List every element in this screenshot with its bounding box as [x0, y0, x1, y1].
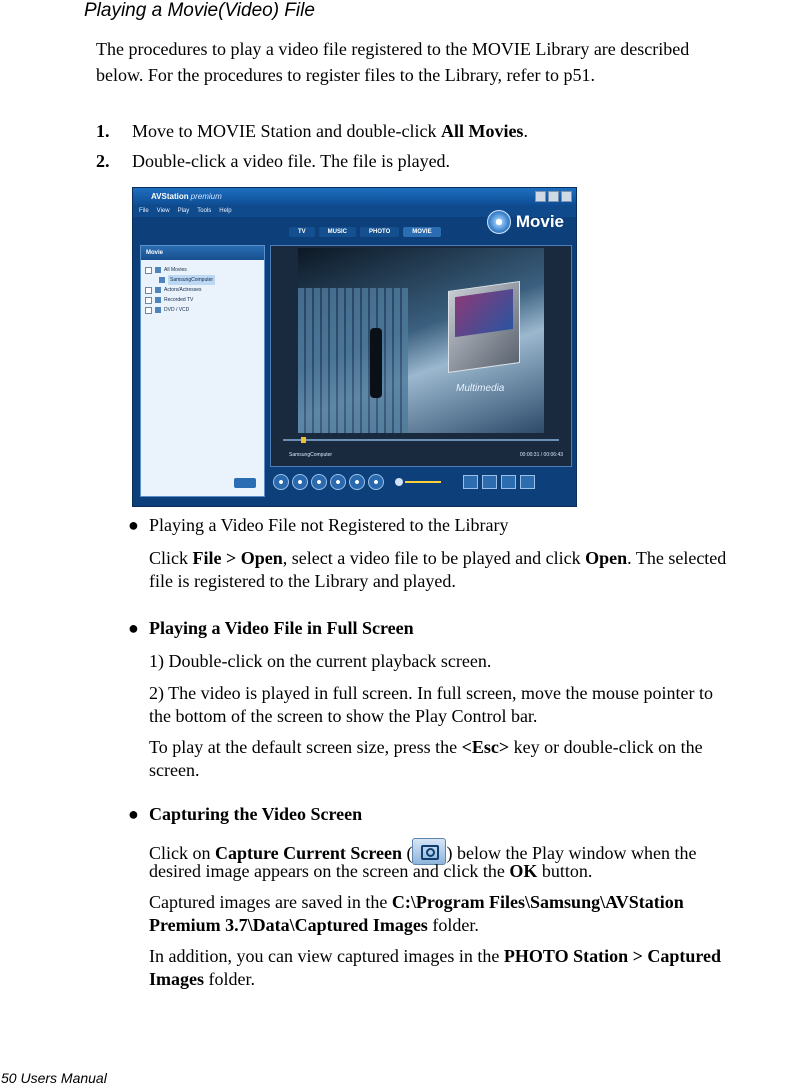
tree-item-actors — [145, 285, 260, 295]
video-frame — [298, 248, 544, 433]
menu-help: Help — [219, 208, 232, 214]
bullet-2-line-5: screen. — [149, 760, 200, 780]
intro-paragraph — [96, 36, 796, 88]
film-reel-icon — [487, 210, 511, 234]
expand-icon — [145, 267, 152, 274]
bullet-icon: ● — [128, 515, 139, 535]
bullet-3-line-6: Images folder. — [149, 969, 255, 989]
page-footer: 50 Users Manual — [1, 1070, 107, 1086]
intro-line-2: below. For the procedures to register files to the Library, refer to p51. — [96, 65, 595, 85]
bullet-icon: ● — [128, 804, 139, 824]
speaker-icon — [395, 478, 403, 486]
tv-icon — [155, 297, 161, 303]
volume-bar — [405, 481, 441, 483]
brand-label: Movie — [515, 212, 564, 231]
bullet-title: Playing a Video File not Registered to the Library — [149, 515, 509, 535]
subtitle-icon — [463, 475, 478, 489]
tree-label: Actors/Actresses — [164, 287, 202, 293]
bullet-1-line-2: file is registered to the Library and played. — [149, 571, 456, 591]
bullet-1-line-1: Click File > Open, select a video file to be played and click Open. The selected — [149, 548, 727, 568]
panel-title: Movie — [141, 246, 264, 260]
bullet-2-line-1: 1) Double-click on the current playback screen. — [149, 651, 492, 671]
laptop-screen — [455, 289, 513, 337]
expand-icon — [145, 287, 152, 294]
app-title-suffix: premium — [190, 192, 222, 201]
step-bold-text: All Movies — [440, 121, 524, 141]
step-number: 2. — [96, 151, 110, 171]
camera-icon — [520, 475, 535, 489]
section-heading: Playing a Movie(Video) File — [84, 0, 315, 21]
step-text-end: . — [523, 121, 528, 141]
tab-music: MUSIC — [319, 227, 356, 237]
video-watermark: Multimedia — [456, 383, 505, 394]
step-number: 1. — [96, 121, 110, 141]
maximize-icon — [548, 191, 559, 202]
volume-control — [395, 476, 443, 488]
tree-item-recorded-tv — [145, 295, 260, 305]
tree-item-samsungcomputer — [145, 275, 260, 285]
tab-photo: PHOTO — [360, 227, 399, 237]
bullet-3-line-5: In addition, you can view captured images in the PHOTO Station > Captured — [149, 946, 722, 966]
tree-item-all-movies — [145, 265, 260, 275]
library-tree — [141, 260, 264, 320]
pause-icon — [311, 474, 327, 490]
tab-tv: TV — [289, 227, 315, 237]
fast-forward-icon — [349, 474, 365, 490]
bullet-2-line-2: 2) The video is played in full screen. In full screen, move the mouse pointer to — [149, 683, 714, 703]
step-2 — [96, 151, 450, 172]
intro-line-1: The procedures to play a video file registered to the MOVIE Library are described — [96, 39, 690, 59]
video-laptop — [448, 281, 520, 373]
person-icon — [155, 287, 161, 293]
edit-icon — [482, 475, 497, 489]
bullet-2-line-4: To play at the default screen size, press the <Esc> key or double-click on the — [149, 737, 703, 757]
skip-back-icon — [273, 474, 289, 490]
tool-icons — [463, 475, 535, 489]
bullet-3-line-2: desired image appears on the screen and click the OK button. — [149, 861, 593, 881]
bullet-3-line-4: Premium 3.7\Data\Captured Images folder. — [149, 915, 479, 935]
video-building — [298, 288, 408, 433]
expand-icon — [145, 307, 152, 314]
settings-icon — [501, 475, 516, 489]
station-tabs — [289, 227, 441, 237]
window-buttons — [535, 191, 572, 202]
menu-file: File — [139, 208, 149, 214]
playback-time: 00:00:31 / 00:06:43 — [519, 452, 563, 458]
tree-label: DVD / VCD — [164, 307, 190, 313]
tree-label: All Movies — [164, 267, 187, 273]
close-icon — [561, 191, 572, 202]
bullet-icon: ● — [128, 618, 139, 638]
app-title: AVStation — [151, 192, 189, 201]
add-files-icon — [234, 478, 256, 488]
bullet-title: Playing a Video File in Full Screen — [149, 618, 414, 638]
app-titlebar — [133, 188, 576, 205]
play-controls — [273, 474, 384, 490]
tab-movie: MOVIE — [403, 227, 440, 237]
bullet-3-line-3: Captured images are saved in the C:\Program Files\Samsung\AVStation — [149, 892, 684, 912]
seek-knob — [301, 437, 306, 443]
bullet-2-line-3: the bottom of the screen to show the Play Control bar. — [149, 706, 538, 726]
tree-label: SamsungComputer — [170, 277, 214, 283]
avstation-screenshot — [132, 187, 577, 507]
expand-icon — [145, 297, 152, 304]
video-person — [370, 328, 382, 398]
now-playing: SamsungComputer — [289, 452, 333, 458]
bullet-title: Capturing the Video Screen — [149, 804, 363, 824]
step-1 — [96, 121, 528, 142]
video-file-icon — [159, 277, 165, 283]
skip-forward-icon — [368, 474, 384, 490]
library-panel — [140, 245, 265, 497]
tree-label: Recorded TV — [164, 297, 194, 303]
minimize-icon — [535, 191, 546, 202]
folder-icon — [155, 267, 161, 273]
menu-view: View — [156, 208, 170, 214]
tree-item-dvd — [145, 305, 260, 315]
rewind-icon — [292, 474, 308, 490]
playback-status — [273, 449, 567, 461]
video-player — [270, 245, 572, 467]
disc-icon — [155, 307, 161, 313]
movie-brand — [487, 210, 564, 234]
menu-tools: Tools — [197, 208, 212, 214]
menu-play: Play — [177, 208, 190, 214]
step-text: Move to MOVIE Station and double-click — [132, 121, 441, 141]
stop-icon — [330, 474, 346, 490]
step-text: Double-click a video file. The file is played. — [132, 151, 451, 171]
bullet-3-line-1: Click on Capture Current Screen ( ) below the Play window when the — [149, 838, 696, 865]
seek-bar — [283, 439, 559, 441]
